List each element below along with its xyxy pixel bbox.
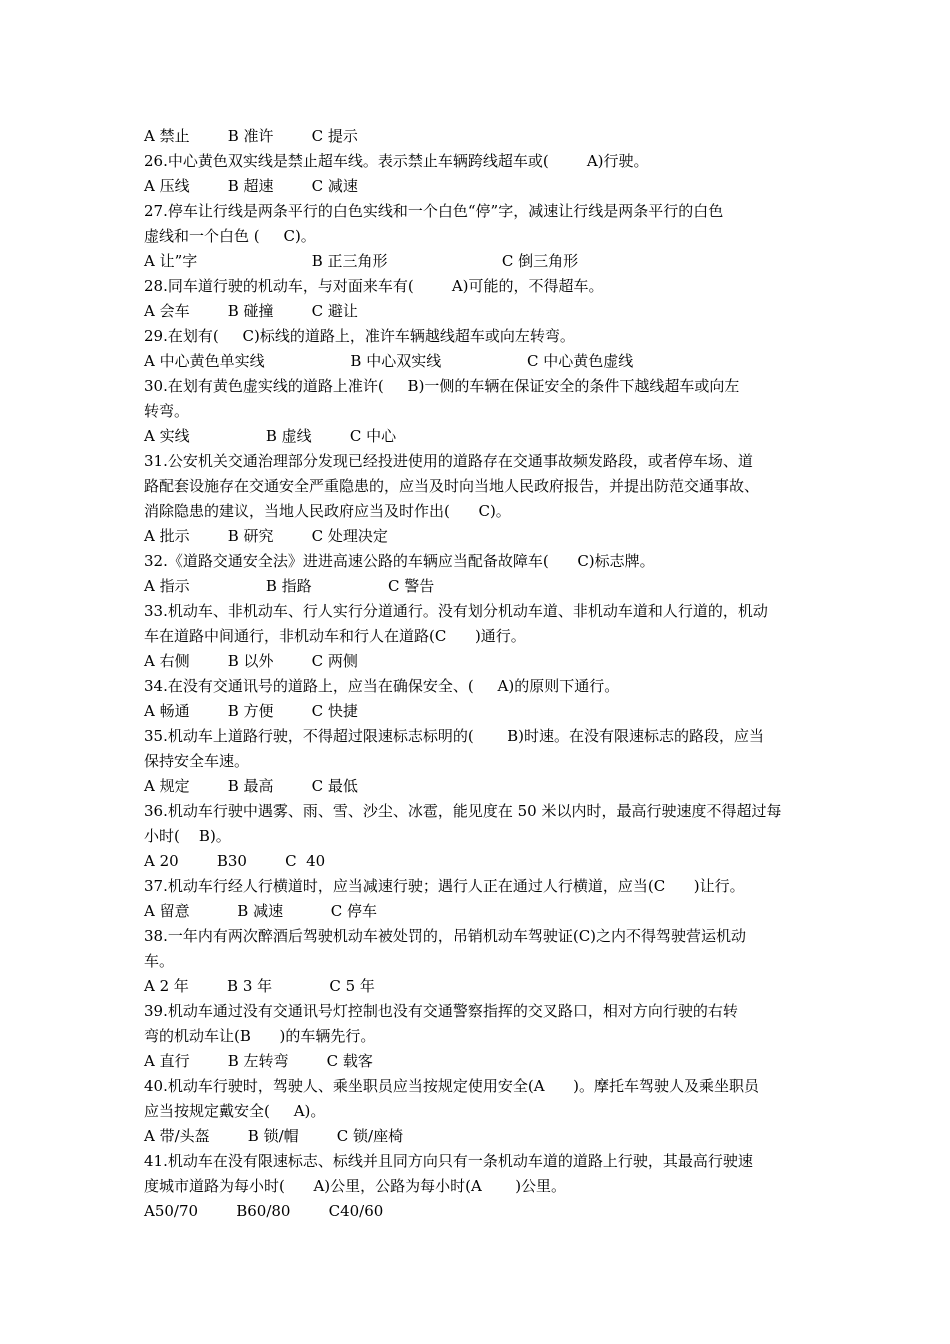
question-41-cont: 度城市道路为每小时( A)公里，公路为每小时(A )公里。 — [144, 1177, 567, 1195]
question-35-cont: 保持安全车速。 — [144, 752, 250, 770]
question-36-cont: 小时( B)。 — [144, 827, 231, 845]
options-37: A 留意 B 减速 C 停车 — [144, 902, 377, 920]
options-31: A 批示 B 研究 C 处理决定 — [144, 527, 388, 545]
options-27: A 让”字 B 正三角形 C 倒三角形 — [144, 252, 579, 270]
question-32: 32.《道路交通安全法》进进高速公路的车辆应当配备故障车( C)标志牌。 — [144, 552, 655, 570]
document-page — [144, 124, 824, 1224]
options-26: A 压线 B 超速 C 减速 — [144, 177, 358, 195]
question-39: 39.机动车通过没有交通讯号灯控制也没有交通警察指挥的交叉路口，相对方向行驶的右转 — [144, 1002, 738, 1020]
question-30: 30.在划有黄色虚实线的道路上准许( B)一侧的车辆在保证安全的条件下越线超车或向左 — [144, 377, 740, 395]
question-31-cont: 路配套设施存在交通安全严重隐患的，应当及时向当地人民政府报告，并提出防范交通事故、 — [144, 477, 760, 495]
question-36: 36.机动车行驶中遇雾、雨、雪、沙尘、冰雹，能见度在 50 米以内时，最高行驶速度不得超过每 — [144, 802, 782, 820]
question-34: 34.在没有交通讯号的道路上，应当在确保安全、( A)的原则下通行。 — [144, 677, 620, 695]
question-29: 29.在划有( C)标线的道路上，准许车辆越线超车或向左转弯。 — [144, 327, 575, 345]
question-33-cont: 车在道路中间通行，非机动车和行人在道路(C )通行。 — [144, 627, 526, 645]
question-27-cont: 虚线和一个白色 ( C)。 — [144, 227, 316, 245]
options-32: A 指示 B 指路 C 警告 — [144, 577, 435, 595]
text-line: A 禁止 B 准许 C 提示 — [144, 127, 358, 145]
question-33: 33.机动车、非机动车、行人实行分道通行。没有划分机动车道、非机动车道和人行道的，机动 — [144, 602, 768, 620]
question-40: 40.机动车行驶时，驾驶人、乘坐职员应当按规定使用安全(A )。摩托车驾驶人及乘坐职员 — [144, 1077, 760, 1095]
question-40-cont: 应当按规定戴安全( A)。 — [144, 1102, 326, 1120]
question-39-cont: 弯的机动车让(B )的车辆先行。 — [144, 1027, 376, 1045]
question-27: 27.停车让行线是两条平行的白色实线和一个白色“停”字，减速让行线是两条平行的白色 — [144, 202, 724, 220]
question-41: 41.机动车在没有限速标志、标线并且同方向只有一条机动车道的道路上行驶，其最高行驶速 — [144, 1152, 753, 1170]
question-38: 38.一年内有两次醉酒后驾驶机动车被处罚的，吊销机动车驾驶证(C)之内不得驾驶营运机动 — [144, 927, 747, 945]
question-31: 31.公安机关交通治理部分发现已经投进使用的道路存在交通事故频发路段，或者停车场、道 — [144, 452, 753, 470]
options-28: A 会车 B 碰撞 C 避让 — [144, 302, 358, 320]
question-30-cont: 转弯。 — [144, 402, 190, 420]
question-31-cont: 消除隐患的建议，当地人民政府应当及时作出( C)。 — [144, 502, 511, 520]
options-36: A 20 B30 C 40 — [144, 852, 326, 870]
options-41: A50/70 B60/80 C40/60 — [144, 1202, 384, 1220]
options-40: A 带/头盔 B 锁/帽 C 锁/座椅 — [144, 1127, 404, 1145]
options-29: A 中心黄色单实线 B 中心双实线 C 中心黄色虚线 — [144, 352, 634, 370]
question-37: 37.机动车行经人行横道时，应当减速行驶；遇行人正在通过人行横道，应当(C )让行。 — [144, 877, 745, 895]
options-30: A 实线 B 虚线 C 中心 — [144, 427, 397, 445]
question-26: 26.中心黄色双实线是禁止超车线。表示禁止车辆跨线超车或( A)行驶。 — [144, 152, 649, 170]
options-34: A 畅通 B 方便 C 快捷 — [144, 702, 358, 720]
question-38-cont: 车。 — [144, 952, 175, 970]
options-35: A 规定 B 最高 C 最低 — [144, 777, 358, 795]
question-35: 35.机动车上道路行驶，不得超过限速标志标明的( B)时速。在没有限速标志的路段，应当 — [144, 727, 764, 745]
options-38: A 2 年 B 3 年 C 5 年 — [144, 977, 375, 995]
question-28: 28.同车道行驶的机动车，与对面来车有( A)可能的，不得超车。 — [144, 277, 604, 295]
options-39: A 直行 B 左转弯 C 载客 — [144, 1052, 373, 1070]
options-33: A 右侧 B 以外 C 两侧 — [144, 652, 358, 670]
